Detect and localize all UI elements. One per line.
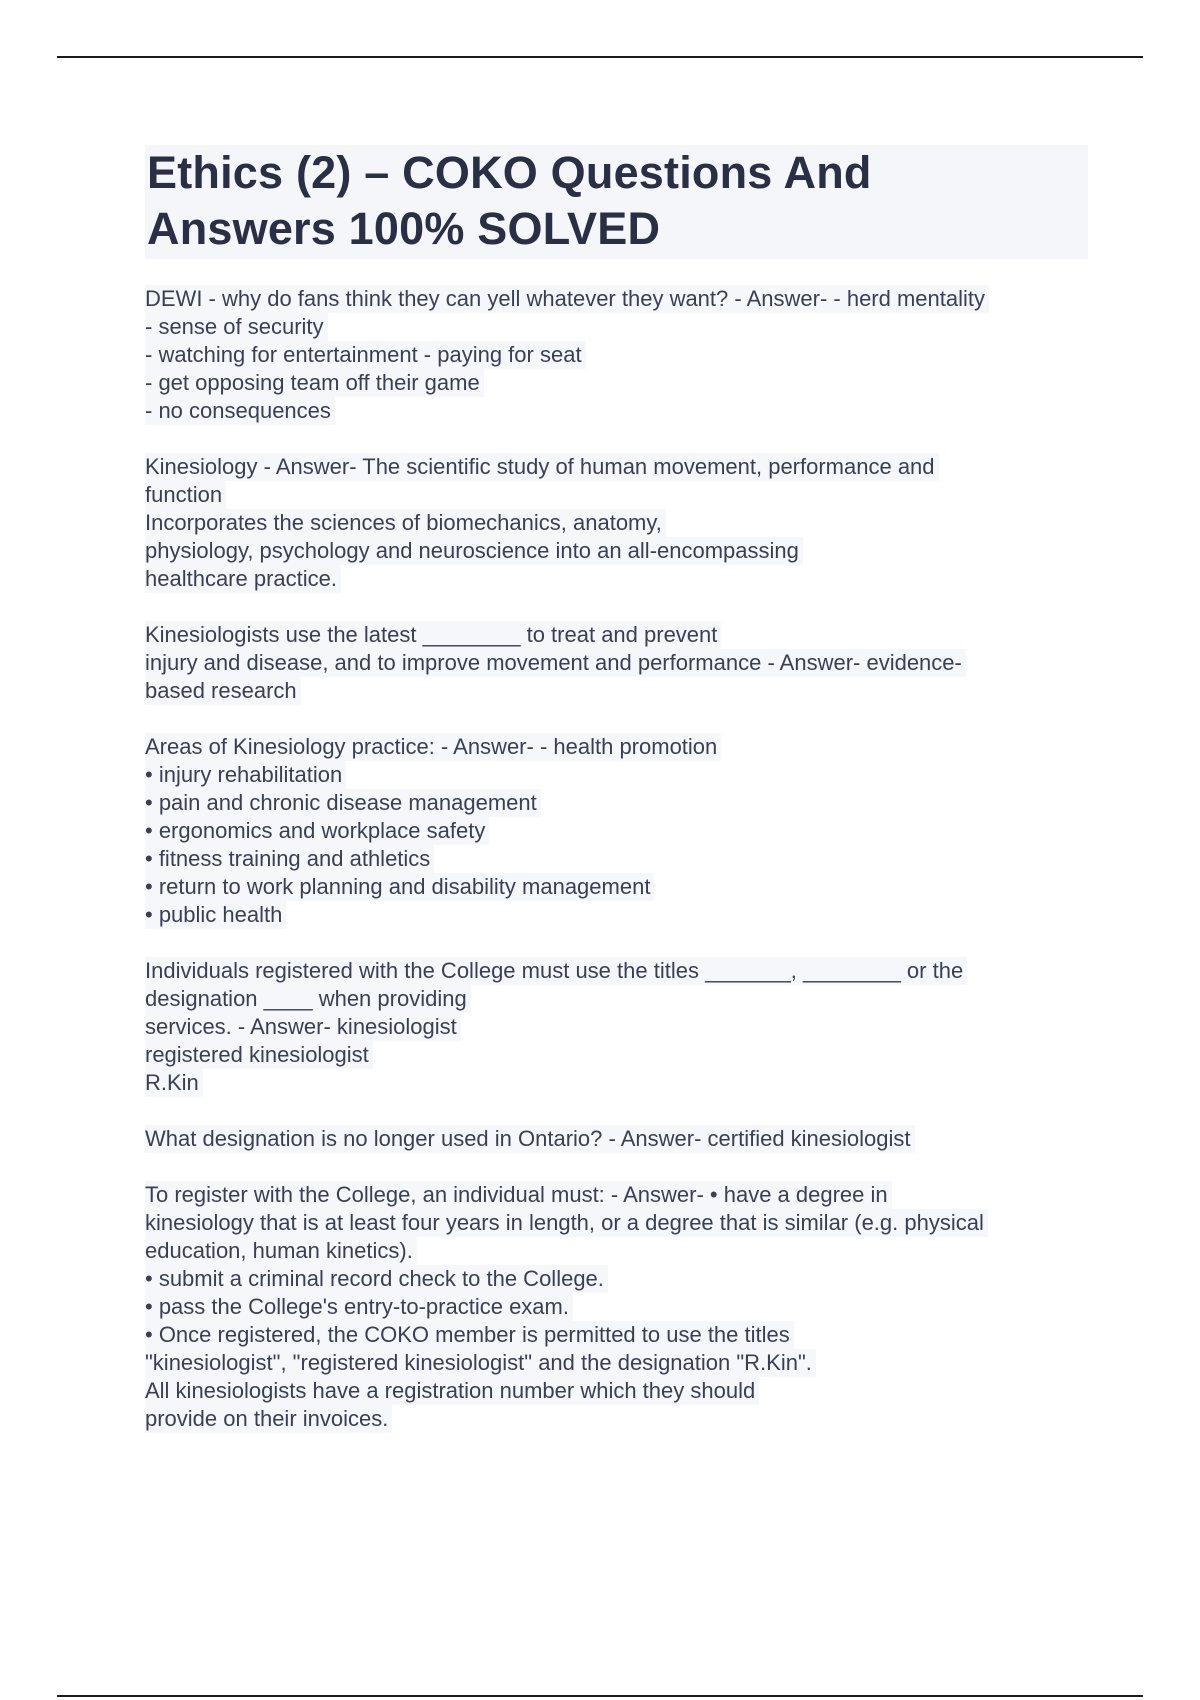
bottom-rule: [57, 1695, 1143, 1697]
document-body: [145, 145, 1090, 1461]
qa-block: [145, 621, 1090, 705]
title-line: Answers 100% SOLVED: [147, 203, 661, 254]
qa-line: function: [145, 481, 226, 509]
qa-line: - sense of security: [145, 313, 328, 341]
qa-line: What designation is no longer used in Ontario? - Answer- certified kinesiologist: [145, 1125, 915, 1153]
qa-line: based research: [145, 677, 301, 705]
qa-line: • fitness training and athletics: [145, 845, 434, 873]
top-rule: [57, 56, 1143, 58]
qa-line: DEWI - why do fans think they can yell whatever they want? - Answer- - herd mentality: [145, 285, 989, 313]
qa-block: [145, 733, 1090, 929]
title-line: Ethics (2) – COKO Questions And: [147, 147, 872, 198]
qa-line: • Once registered, the COKO member is permitted to use the titles: [145, 1321, 794, 1349]
qa-line: • public health: [145, 901, 286, 929]
qa-line: Incorporates the sciences of biomechanics, anatomy,: [145, 509, 666, 537]
qa-line: Kinesiologists use the latest ________ to treat and prevent: [145, 621, 721, 649]
qa-line: • ergonomics and workplace safety: [145, 817, 489, 845]
qa-line: Areas of Kinesiology practice: - Answer- - health promotion: [145, 733, 721, 761]
qa-line: • pass the College's entry-to-practice exam.: [145, 1293, 573, 1321]
qa-line: All kinesiologists have a registration number which they should: [145, 1377, 759, 1405]
qa-line: "kinesiologist", "registered kinesiologist" and the designation "R.Kin".: [145, 1349, 816, 1377]
qa-line: services. - Answer- kinesiologist: [145, 1013, 461, 1041]
title-box: [145, 145, 1088, 259]
qa-block: [145, 1181, 1090, 1433]
qa-line: • submit a criminal record check to the College.: [145, 1265, 608, 1293]
qa-line: registered kinesiologist: [145, 1041, 373, 1069]
qa-line: injury and disease, and to improve movement and performance - Answer- evidence-: [145, 649, 966, 677]
qa-line: - no consequences: [145, 397, 335, 425]
qa-block: [145, 453, 1090, 593]
qa-line: - watching for entertainment - paying for seat: [145, 341, 586, 369]
qa-line: healthcare practice.: [145, 565, 341, 593]
qa-line: designation ____ when providing: [145, 985, 471, 1013]
qa-line: Kinesiology - Answer- The scientific study of human movement, performance and: [145, 453, 939, 481]
qa-line: • injury rehabilitation: [145, 761, 346, 789]
qa-line: - get opposing team off their game: [145, 369, 484, 397]
qa-block: [145, 957, 1090, 1097]
qa-line: • pain and chronic disease management: [145, 789, 541, 817]
qa-line: • return to work planning and disability management: [145, 873, 654, 901]
qa-block: [145, 285, 1090, 425]
qa-line: education, human kinetics).: [145, 1237, 417, 1265]
qa-line: provide on their invoices.: [145, 1405, 392, 1433]
qa-line: Individuals registered with the College must use the titles _______, ________ or the: [145, 957, 967, 985]
qa-line: To register with the College, an individual must: - Answer- • have a degree in: [145, 1181, 892, 1209]
qa-line: R.Kin: [145, 1069, 203, 1097]
qa-line: kinesiology that is at least four years in length, or a degree that is similar (e.g. physical: [145, 1209, 988, 1237]
qa-line: physiology, psychology and neuroscience into an all-encompassing: [145, 537, 803, 565]
qa-block: [145, 1125, 1090, 1153]
document-title: [147, 145, 1084, 257]
